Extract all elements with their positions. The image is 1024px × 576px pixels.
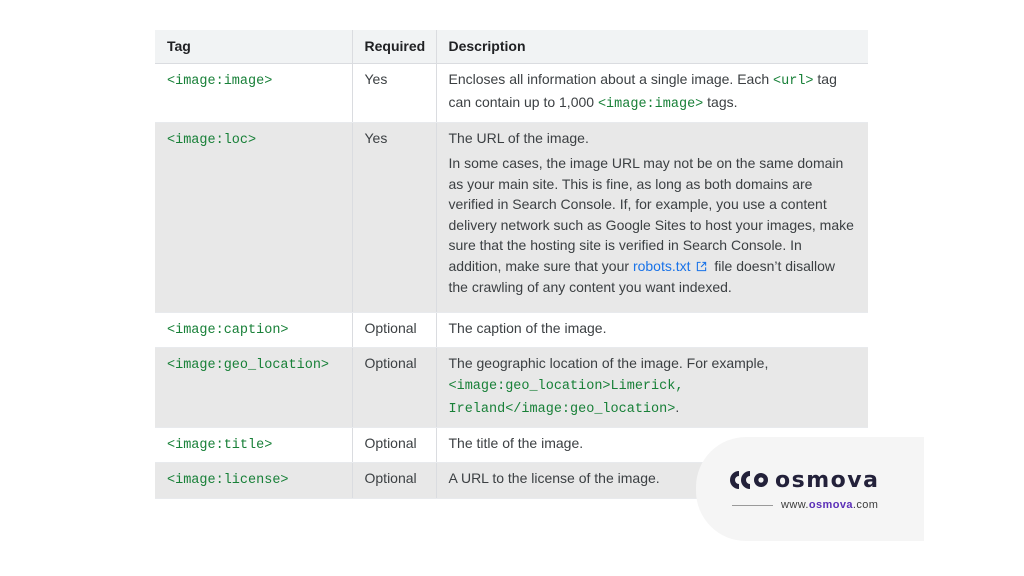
inline-code: <image:geo_location>Limerick, Ireland</image:geo_location>: [448, 378, 684, 417]
tag-code: <image:license>: [167, 473, 289, 488]
robots-txt-link[interactable]: robots.txt: [632, 257, 691, 274]
required-cell: Yes: [352, 63, 436, 122]
required-cell: Optional: [352, 427, 436, 463]
osmova-logo-mark-icon: [730, 471, 768, 489]
external-link-icon[interactable]: [696, 257, 707, 278]
table-row: [155, 63, 868, 122]
divider: [732, 505, 773, 506]
tag-cell: [155, 312, 352, 348]
tag-cell: [155, 122, 352, 312]
tag-code: <image:geo_location>: [167, 358, 330, 373]
description-cell: The geographic location of the image. For example, <image:geo_location>Limerick, Ireland</image:geo_location>.: [436, 348, 868, 428]
header-tag: Tag: [155, 30, 352, 63]
header-description: Description: [436, 30, 868, 63]
description-cell: Encloses all information about a single image. Each <url> tag can contain up to 1,000 <image:image> tags.: [436, 63, 868, 122]
brand-url-text[interactable]: www.osmova.com: [781, 499, 879, 511]
inline-code: <image:image>: [597, 97, 704, 112]
image-sitemap-tags-table: [155, 30, 868, 499]
inline-code: <url>: [773, 73, 814, 89]
tag-cell: [155, 427, 352, 463]
header-required: Required: [352, 30, 436, 63]
tag-code: <image:title>: [167, 437, 273, 453]
brand-name: osmova: [775, 467, 880, 493]
description-cell: A URL to the license of the image.: [436, 463, 868, 499]
required-cell: Optional: [352, 463, 436, 499]
table-row: [155, 312, 868, 348]
description-cell: The title of the image.: [436, 427, 868, 463]
table-row: [155, 122, 868, 312]
description-paragraph: The URL of the image.: [448, 129, 589, 146]
tag-cell: [155, 348, 352, 428]
description-cell: The caption of the image.: [436, 312, 868, 348]
required-cell: Optional: [352, 312, 436, 348]
tag-code: <image:loc>: [167, 132, 257, 148]
osmova-brand-card: [696, 437, 924, 541]
brand-logo: [730, 465, 879, 495]
brand-url: [732, 497, 878, 513]
required-cell: Yes: [352, 122, 436, 312]
tag-code: <image:image>: [167, 73, 273, 89]
table-header-row: [155, 30, 868, 63]
tag-code: <image:caption>: [167, 322, 289, 338]
tag-cell: [155, 463, 352, 499]
required-cell: Optional: [352, 348, 436, 428]
description-cell: [436, 122, 868, 312]
tag-cell: [155, 63, 352, 122]
table-row: [155, 348, 868, 428]
description-paragraph: In some cases, the image URL may not be on the same domain as your main site. This is fine, as long as both domains are verified in Search Console. If, for example, you use a content delivery network such as Google Sites to host your images, make sure that the hosting site is verified in Search Console. In addition, make sure that your robots.txt file doesn’t disallow the crawling of any content you want indexed.: [448, 155, 854, 295]
